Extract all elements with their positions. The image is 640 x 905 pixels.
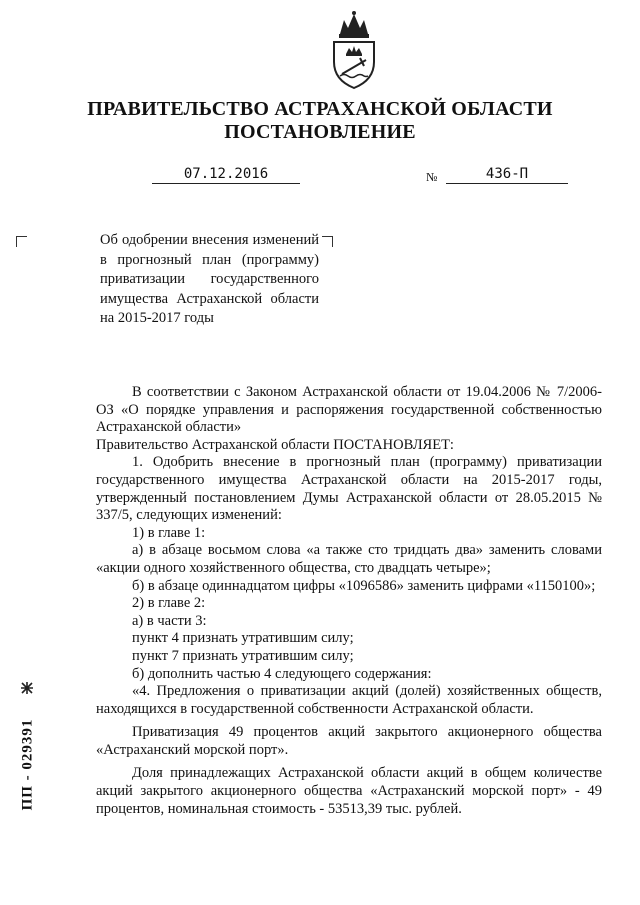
number-sign: № [426, 170, 438, 184]
document-subject: Об одобрении внесения изменений в прогнозный план (программу) приватизации государственного имущества Астраханской области на 2015-2017 годы [100, 232, 319, 326]
body-paragraph: В соответствии с Законом Астраханской области от 19.04.2006 № 7/2006-ОЗ «О порядке управления и распоряжения государственной собственностью Астраханской области» [96, 384, 602, 436]
document-number: 436-П [446, 166, 568, 184]
serial-mark-icon [20, 681, 34, 695]
body-paragraph: пункт 4 признать утратившим силу; [132, 630, 354, 647]
document-type: ПОСТАНОВЛЕНИЕ [224, 121, 416, 143]
document-date: 07.12.2016 [152, 166, 300, 184]
body-paragraph: 1. Одобрить внесение в прогнозный план (программу) приватизации государственного имущества Астраханской области на 2015-2017 годы, утвержденный постановлением Думы Астраханской области от 28.05.2015 № 337/5, следующих изменений: [96, 454, 602, 524]
body-paragraph: а) в абзаце восьмом слова «а также сто тридцать два» заменить словами «акции одного хозяйственного общества, сто двадцать четыре»; [96, 542, 602, 576]
body-paragraph: 1) в главе 1: [132, 524, 206, 541]
body-paragraph: Правительство Астраханской области ПОСТАНОВЛЯЕТ: [96, 436, 454, 453]
body-paragraph: б) дополнить частью 4 следующего содержания: [132, 665, 432, 682]
subject-bracket-left [16, 236, 27, 247]
body-paragraph: «4. Предложения о приватизации акций (долей) хозяйственных обществ, находящихся в государственной собственности Астраханской области. [96, 683, 602, 717]
body-paragraph: Приватизация 49 процентов акций закрытого акционерного общества «Астраханский морской порт». [96, 724, 602, 758]
serial-code: ПП - 029391 [19, 718, 36, 811]
body-paragraph: пункт 7 признать утратившим силу; [132, 647, 354, 664]
document-body [96, 384, 602, 818]
subject-bracket-right [322, 236, 333, 247]
coat-of-arms-emblem [326, 10, 382, 90]
body-paragraph: б) в абзаце одиннадцатом цифры «1096586» заменить цифрами «1150100»; [132, 577, 596, 594]
body-paragraph: 2) в главе 2: [132, 595, 206, 612]
organization-title: ПРАВИТЕЛЬСТВО АСТРАХАНСКОЙ ОБЛАСТИ [87, 98, 553, 120]
body-paragraph: Доля принадлежащих Астраханской области акций в общем количестве акций закрытого акционерного общества «Астраханский морской порт» - 49 процентов, номинальная стоимость - 53513,39 тыс. рублей. [96, 765, 602, 817]
body-paragraph: а) в части 3: [132, 612, 207, 629]
